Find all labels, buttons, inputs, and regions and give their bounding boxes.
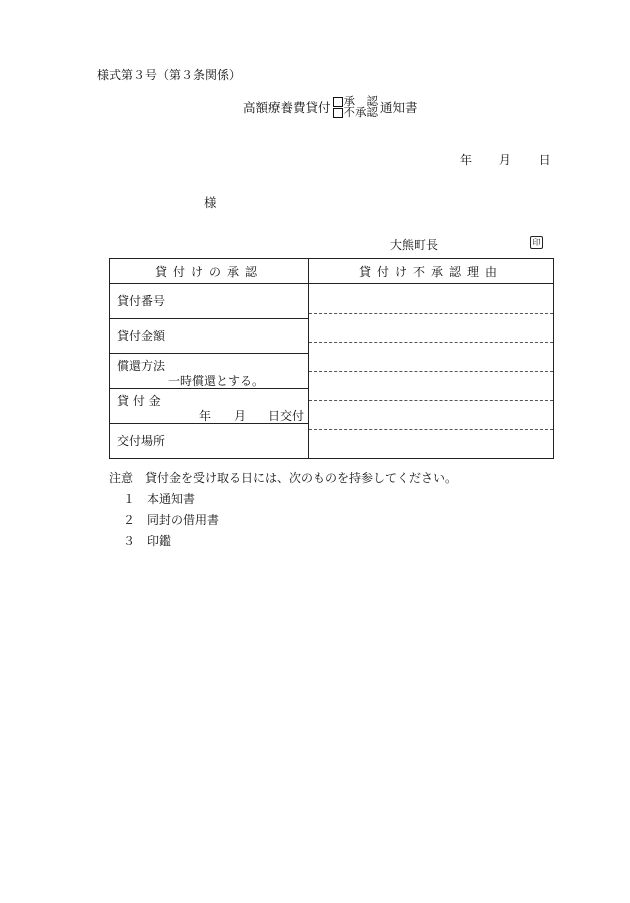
seal-label: 印 (532, 238, 541, 247)
sender-name: 大熊町長 (390, 238, 439, 252)
reason-line (309, 342, 553, 343)
delivery-place-cell[interactable] (110, 424, 309, 459)
title-suffix: 通知書 (380, 100, 418, 115)
header-disapproval-reason: 貸付け不承認理由 (309, 259, 554, 284)
approval-choices (333, 96, 379, 118)
loan-number-label: 貸付番号 (117, 294, 166, 308)
checkbox-approve[interactable] (333, 97, 343, 107)
reason-line (309, 313, 553, 314)
notes-item: １ 本通知書 (123, 492, 196, 506)
repayment-method-label: 償還方法 (117, 359, 166, 373)
choice-disapprove-label: 不承認 (343, 105, 379, 119)
repayment-method-value: 一時償還とする。 (167, 374, 264, 388)
delivery-year: 年 (199, 409, 212, 423)
reason-line (309, 429, 553, 430)
disapproval-reason-area[interactable] (309, 284, 554, 459)
addressee-honorific: 様 (204, 195, 217, 210)
loan-delivery-cell[interactable] (110, 389, 309, 424)
issue-date (460, 151, 551, 168)
approval-table (109, 258, 554, 459)
notes-heading: 注意 貸付金を受け取る日には、次のものを持参してください。 (109, 471, 458, 485)
title-prefix: 高額療養費貸付 (243, 100, 331, 115)
date-day: 日 (538, 153, 551, 167)
checkbox-disapprove[interactable] (333, 108, 343, 118)
choice-approve-label: 承 認 (343, 94, 379, 108)
loan-amount-cell[interactable] (110, 319, 309, 354)
loan-delivery-label: 貸 付 金 (117, 394, 161, 408)
reason-line (309, 400, 553, 401)
choice-disapprove[interactable] (333, 107, 379, 118)
header-approval: 貸付けの承認 (110, 259, 309, 284)
loan-amount-label: 貸付金額 (117, 329, 166, 343)
loan-number-cell[interactable] (110, 284, 309, 319)
delivery-month: 月 (234, 409, 247, 423)
delivery-place-label: 交付場所 (117, 434, 166, 448)
reason-line (309, 371, 553, 372)
repayment-method-cell[interactable] (110, 354, 309, 389)
notes-item: ２ 同封の借用書 (123, 513, 220, 527)
notes-section (109, 468, 457, 552)
delivery-day: 日交付 (267, 409, 304, 423)
date-month: 月 (498, 153, 511, 167)
document-title (243, 96, 418, 118)
date-year: 年 (460, 153, 473, 167)
notes-item: ３ 印鑑 (123, 534, 172, 548)
seal-mark (530, 236, 543, 249)
form-number-label: 様式第３号（第３条関係） (97, 68, 242, 82)
